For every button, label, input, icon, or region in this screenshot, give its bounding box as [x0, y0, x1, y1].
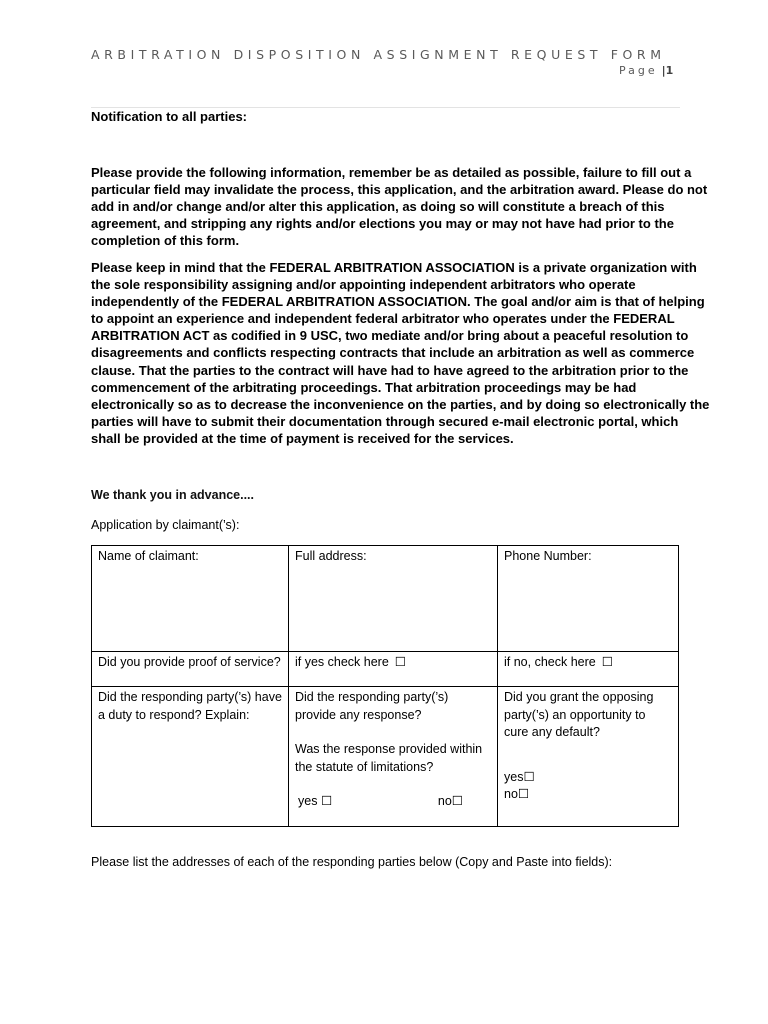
proof-no-cell	[498, 652, 679, 687]
cure-yes-option	[504, 769, 672, 787]
claimant-table	[91, 545, 679, 827]
page-number-value: 1	[665, 64, 674, 77]
statute-yes-checkbox[interactable]: ☐	[320, 794, 333, 808]
instructions-paragraph: Please provide the following information, remember be as detailed as possible, failure to fill out a particular field may invalidate the process, this application, and the arbitration award. Please do not add in and/or change and/or alter this application, as doing so will constitute a breach of this agreement, and stripping any rights and/or elections you may or may not have had prior to the completion of this form.	[91, 165, 708, 249]
header-rule	[91, 107, 680, 108]
duty-explain-field[interactable]	[92, 687, 289, 827]
phone-number-field[interactable]	[498, 546, 679, 652]
full-address-field[interactable]	[289, 546, 498, 652]
table-row	[92, 546, 679, 652]
cure-question: Did you grant the opposing party(’s) an opportunity to cure any default?	[504, 690, 654, 739]
statute-no-label: no	[437, 794, 452, 808]
cure-yes-label: yes	[504, 769, 524, 784]
proof-no-label: if no, check here	[504, 655, 596, 669]
response-cell	[289, 687, 498, 827]
claimant-name-field[interactable]	[92, 546, 289, 652]
statute-no-option	[438, 793, 463, 811]
application-label: Application by claimant(’s):	[91, 518, 240, 532]
cure-no-option	[504, 786, 672, 804]
proof-question: Did you provide proof of service?	[98, 655, 281, 669]
cure-no-checkbox[interactable]: ☐	[517, 787, 530, 801]
table-row	[92, 652, 679, 687]
full-address-label: Full address:	[295, 549, 367, 563]
cure-cell	[498, 687, 679, 827]
responding-parties-instruction: Please list the addresses of each of the responding parties below (Copy and Paste into fields):	[91, 855, 613, 869]
association-paragraph: Please keep in mind that the FEDERAL ARBITRATION ASSOCIATION is a private organization with the sole responsibility assigning and/or appointing independent arbitrators who operate independently of the FEDERAL ARBITRATION ASSOCIATION. The goal and/or aim is that of helping to appoint an experience and independent federal arbitrator who operates under the FEDERAL ARBITRATION ACT as codified in 9 USC, two mediate and/or bring about a peaceful resolution to disagreements and conflicts respecting contracts that include an arbitration as well as commerce clause. That the parties to the contract will have had to have agreed to the arbitration prior to the commencement of the arbitrating proceedings. That arbitration proceedings may be had electronically so as to decrease the inconvenience on the parties, and by doing so electronically the parties will have to submit their documentation through secured e-mail electronic portal, which shall be provided at the time of payment is received for the services.	[91, 260, 710, 446]
response-question: Did the responding party(’s) provide any response?	[295, 690, 449, 722]
thanks-text: We thank you in advance....	[91, 488, 255, 502]
table-row	[92, 687, 679, 827]
proof-yes-label: if yes check here	[295, 655, 389, 669]
phone-number-label: Phone Number:	[504, 549, 592, 563]
proof-question-cell	[92, 652, 289, 687]
statute-yes-option	[298, 793, 332, 811]
page-separator: |	[661, 64, 666, 77]
statute-question: Was the response provided within the statute of limitations?	[295, 742, 483, 774]
cure-no-label: no	[504, 787, 518, 801]
duty-question: Did the responding party(’s) have a duty to respond? Explain:	[98, 690, 282, 722]
cure-yes-checkbox[interactable]: ☐	[523, 769, 535, 784]
claimant-name-label: Name of claimant:	[98, 549, 199, 563]
form-title: ARBITRATION DISPOSITION ASSIGNMENT REQUEST FORM	[91, 47, 666, 62]
notification-heading: Notification to all parties:	[91, 109, 248, 124]
proof-no-checkbox[interactable]: ☐	[601, 655, 613, 669]
statute-yes-label: yes	[298, 794, 318, 808]
proof-yes-cell	[289, 652, 498, 687]
statute-no-checkbox[interactable]: ☐	[451, 794, 463, 808]
page-number	[619, 64, 673, 77]
statute-yes-no	[295, 793, 491, 811]
proof-yes-checkbox[interactable]: ☐	[394, 655, 407, 669]
page-word: Page	[619, 64, 658, 77]
